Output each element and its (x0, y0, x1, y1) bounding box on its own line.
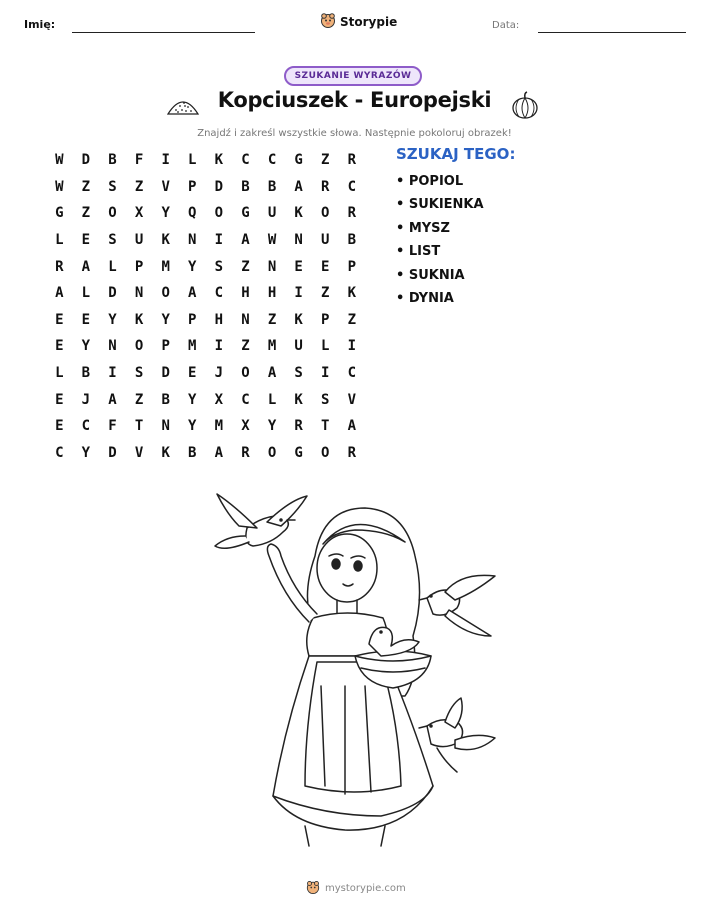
grid-cell[interactable]: E (321, 258, 330, 275)
grid-cell[interactable]: E (188, 365, 197, 382)
grid-cell[interactable]: P (134, 258, 144, 275)
pumpkin-icon (510, 90, 540, 124)
grid-cell[interactable]: D (161, 365, 170, 382)
grid-cell[interactable]: U (134, 232, 144, 249)
grid-cell[interactable]: Z (241, 338, 250, 355)
grid-cell[interactable]: P (161, 338, 170, 355)
grid-cell[interactable]: C (55, 444, 64, 461)
grid-cell[interactable]: E (294, 258, 303, 275)
grid-cell[interactable]: N (241, 311, 250, 328)
grid-cell[interactable]: L (55, 365, 64, 382)
grid-cell[interactable]: E (55, 338, 64, 355)
grid-cell[interactable]: V (161, 178, 170, 195)
grid-cell[interactable]: E (81, 232, 91, 249)
word-list-heading: SZUKAJ TEGO: (396, 145, 516, 163)
grid-cell[interactable]: B (347, 232, 357, 249)
grid-cell[interactable]: N (294, 232, 303, 249)
grid-cell[interactable]: G (55, 205, 64, 222)
grid-cell[interactable]: Y (188, 391, 197, 408)
grid-cell[interactable]: I (214, 338, 224, 355)
grid-cell[interactable]: R (347, 444, 357, 461)
grid-cell[interactable]: I (161, 152, 170, 169)
grid-cell[interactable]: M (161, 258, 170, 275)
grid-cell[interactable]: O (267, 444, 277, 461)
name-label: Imię: (24, 18, 56, 31)
grid-cell[interactable]: L (55, 232, 64, 249)
name-line[interactable] (72, 32, 255, 33)
grid-cell[interactable]: S (321, 391, 330, 408)
grid-cell[interactable]: S (108, 232, 117, 249)
bird-top-left (215, 494, 307, 548)
grid-cell[interactable]: I (294, 285, 303, 302)
word-item: • DYNIA (396, 290, 454, 306)
grid-cell[interactable]: A (81, 258, 91, 275)
footer (306, 879, 406, 897)
word-item: • SUKIENKA (396, 197, 484, 213)
grid-cell[interactable]: A (347, 418, 357, 435)
grid-cell[interactable]: R (321, 178, 330, 195)
grid-cell[interactable]: D (108, 444, 117, 461)
grid-cell[interactable]: L (267, 391, 277, 408)
grid-cell[interactable]: A (241, 232, 250, 249)
grid-cell[interactable]: J (81, 391, 91, 408)
grid-cell[interactable]: P (188, 178, 197, 195)
grid-cell[interactable]: Q (188, 205, 197, 222)
grid-cell[interactable]: Z (81, 205, 91, 222)
grid-cell[interactable]: O (241, 365, 250, 382)
grid-cell[interactable]: B (81, 365, 91, 382)
grid-cell[interactable]: I (347, 338, 357, 355)
grid-cell[interactable]: K (214, 152, 224, 169)
grid-cell[interactable]: R (55, 258, 64, 275)
grid-cell[interactable]: W (267, 232, 277, 249)
grid-cell[interactable]: Z (321, 285, 330, 302)
grid-cell[interactable]: S (294, 365, 303, 382)
grid-cell[interactable]: I (214, 232, 224, 249)
grid-cell[interactable]: R (294, 418, 303, 435)
grid-cell[interactable]: G (294, 152, 303, 169)
grid-cell[interactable]: O (321, 205, 330, 222)
grid-cell[interactable]: A (55, 285, 64, 302)
grid-cell[interactable]: J (214, 365, 224, 382)
grid-cell[interactable]: K (294, 391, 303, 408)
grid-cell[interactable]: B (267, 178, 277, 195)
grid-cell[interactable]: N (161, 418, 170, 435)
bird-lower-right (419, 698, 495, 772)
grid-cell[interactable]: A (108, 391, 117, 408)
word-item: • MYSZ (396, 220, 450, 236)
grid-cell[interactable]: K (347, 285, 357, 302)
grid-cell[interactable]: K (294, 311, 303, 328)
page-title: Kopciuszek - Europejski (217, 88, 492, 112)
grid-cell[interactable]: O (161, 285, 170, 302)
word-list (396, 170, 484, 310)
grid-cell[interactable]: E (81, 311, 91, 328)
grid-cell[interactable]: U (321, 232, 330, 249)
grid-cell[interactable]: G (241, 205, 250, 222)
grid-cell[interactable]: B (188, 444, 197, 461)
grid-cell[interactable]: D (108, 285, 117, 302)
grid-cell[interactable]: B (161, 391, 170, 408)
instructions: Znajdź i zakreśl wszystkie słowa. Następnie pokoloruj obrazek! (197, 128, 512, 139)
grid-cell[interactable]: C (81, 418, 91, 435)
grid-cell[interactable]: N (108, 338, 117, 355)
grid-cell[interactable]: A (188, 285, 197, 302)
grid-cell[interactable]: C (241, 152, 250, 169)
grid-cell[interactable]: I (321, 365, 330, 382)
grid-cell[interactable]: L (81, 285, 91, 302)
grid-cell[interactable]: Z (241, 258, 250, 275)
grid-cell[interactable]: Y (161, 205, 170, 222)
grid-cell[interactable]: M (267, 338, 277, 355)
storypie-logo-icon (320, 12, 336, 32)
grid-cell[interactable]: C (347, 365, 357, 382)
grid-cell[interactable]: T (321, 418, 330, 435)
grid-cell[interactable]: C (241, 391, 250, 408)
grid-cell[interactable]: H (267, 285, 277, 302)
grid-cell[interactable]: B (108, 152, 117, 169)
grid-cell[interactable]: E (55, 391, 64, 408)
grid-cell[interactable]: C (347, 178, 357, 195)
grid-cell[interactable]: P (188, 311, 197, 328)
grid-cell[interactable]: N (188, 232, 197, 249)
grid-cell[interactable]: Z (347, 311, 357, 328)
brand-name: Storypie (340, 15, 398, 29)
grid-cell[interactable]: P (347, 258, 357, 275)
grid-cell[interactable]: L (108, 258, 117, 275)
grid-cell[interactable]: V (134, 444, 144, 461)
grid-cell[interactable]: E (55, 418, 64, 435)
grid-cell[interactable]: T (134, 418, 144, 435)
grid-cell[interactable]: O (321, 444, 330, 461)
category-badge: SZUKANIE WYRAZÓW (284, 66, 422, 86)
grid-cell[interactable]: A (267, 365, 277, 382)
grid-cell[interactable]: Y (188, 418, 197, 435)
grid-cell[interactable]: Z (321, 152, 330, 169)
grid-cell[interactable]: Z (267, 311, 277, 328)
grid-cell[interactable]: A (214, 444, 224, 461)
coloring-illustration[interactable] (205, 486, 505, 860)
word-search-grid[interactable] (46, 147, 365, 466)
grid-cell[interactable]: C (267, 152, 277, 169)
grid-cell[interactable]: Y (81, 338, 91, 355)
bird-right (419, 575, 495, 636)
grid-cell[interactable]: X (134, 205, 144, 222)
grid-cell[interactable]: Y (81, 444, 91, 461)
grid-cell[interactable]: O (108, 205, 117, 222)
grid-cell[interactable]: F (108, 418, 117, 435)
grid-cell[interactable]: Z (134, 391, 144, 408)
grid-cell[interactable]: Z (81, 178, 91, 195)
grid-cell[interactable]: R (347, 205, 357, 222)
grid-cell[interactable]: D (81, 152, 91, 169)
grid-cell[interactable]: K (294, 205, 303, 222)
word-item: • SUKNIA (396, 267, 465, 283)
grid-cell[interactable]: O (134, 338, 144, 355)
storypie-logo-icon (306, 879, 320, 898)
grid-cell[interactable]: R (241, 444, 250, 461)
grid-cell[interactable]: Y (188, 258, 197, 275)
date-label: Data: (492, 20, 520, 31)
grid-cell[interactable]: W (55, 178, 64, 195)
word-item: • POPIOL (396, 174, 464, 189)
grid-cell[interactable]: S (134, 365, 144, 382)
grid-cell[interactable]: L (321, 338, 330, 355)
grid-cell[interactable]: X (214, 391, 224, 408)
grid-cell[interactable]: X (241, 418, 250, 435)
grid-cell[interactable]: Y (108, 311, 117, 328)
grid-cell[interactable]: D (214, 178, 224, 195)
grid-cell[interactable]: E (55, 311, 64, 328)
grid-cell[interactable]: G (294, 444, 303, 461)
grid-cell[interactable]: S (214, 258, 224, 275)
brand-logo (320, 12, 397, 32)
grid-cell[interactable]: K (161, 232, 170, 249)
grid-cell[interactable]: L (188, 152, 197, 169)
grid-cell[interactable]: H (214, 311, 224, 328)
grid-cell[interactable]: H (241, 285, 250, 302)
grid-cell[interactable]: M (188, 338, 197, 355)
grid-cell[interactable]: C (214, 285, 224, 302)
grid-cell[interactable]: I (108, 365, 117, 382)
grid-cell[interactable]: U (294, 338, 303, 355)
grid-cell[interactable]: Y (161, 311, 170, 328)
grid-cell[interactable]: W (55, 152, 64, 169)
grid-cell[interactable]: K (134, 311, 144, 328)
grid-cell[interactable]: P (321, 311, 330, 328)
date-line[interactable] (538, 32, 686, 33)
footer-url[interactable]: mystorypie.com (325, 882, 406, 894)
grid-cell[interactable]: K (161, 444, 170, 461)
grid-cell[interactable]: Z (134, 178, 144, 195)
grid-cell[interactable]: S (108, 178, 117, 195)
grid-cell[interactable]: Y (267, 418, 277, 435)
word-item: • LIST (396, 244, 441, 260)
grid-cell[interactable]: A (294, 178, 303, 195)
grid-cell[interactable]: V (347, 391, 357, 408)
grid-cell[interactable]: U (267, 205, 277, 222)
grid-cell[interactable]: O (214, 205, 224, 222)
grid-cell[interactable]: N (267, 258, 277, 275)
grid-cell[interactable]: N (134, 285, 144, 302)
grid-cell[interactable]: M (214, 418, 224, 435)
grid-cell[interactable]: R (347, 152, 357, 169)
grid-cell[interactable]: F (134, 152, 144, 169)
grid-cell[interactable]: B (241, 178, 250, 195)
